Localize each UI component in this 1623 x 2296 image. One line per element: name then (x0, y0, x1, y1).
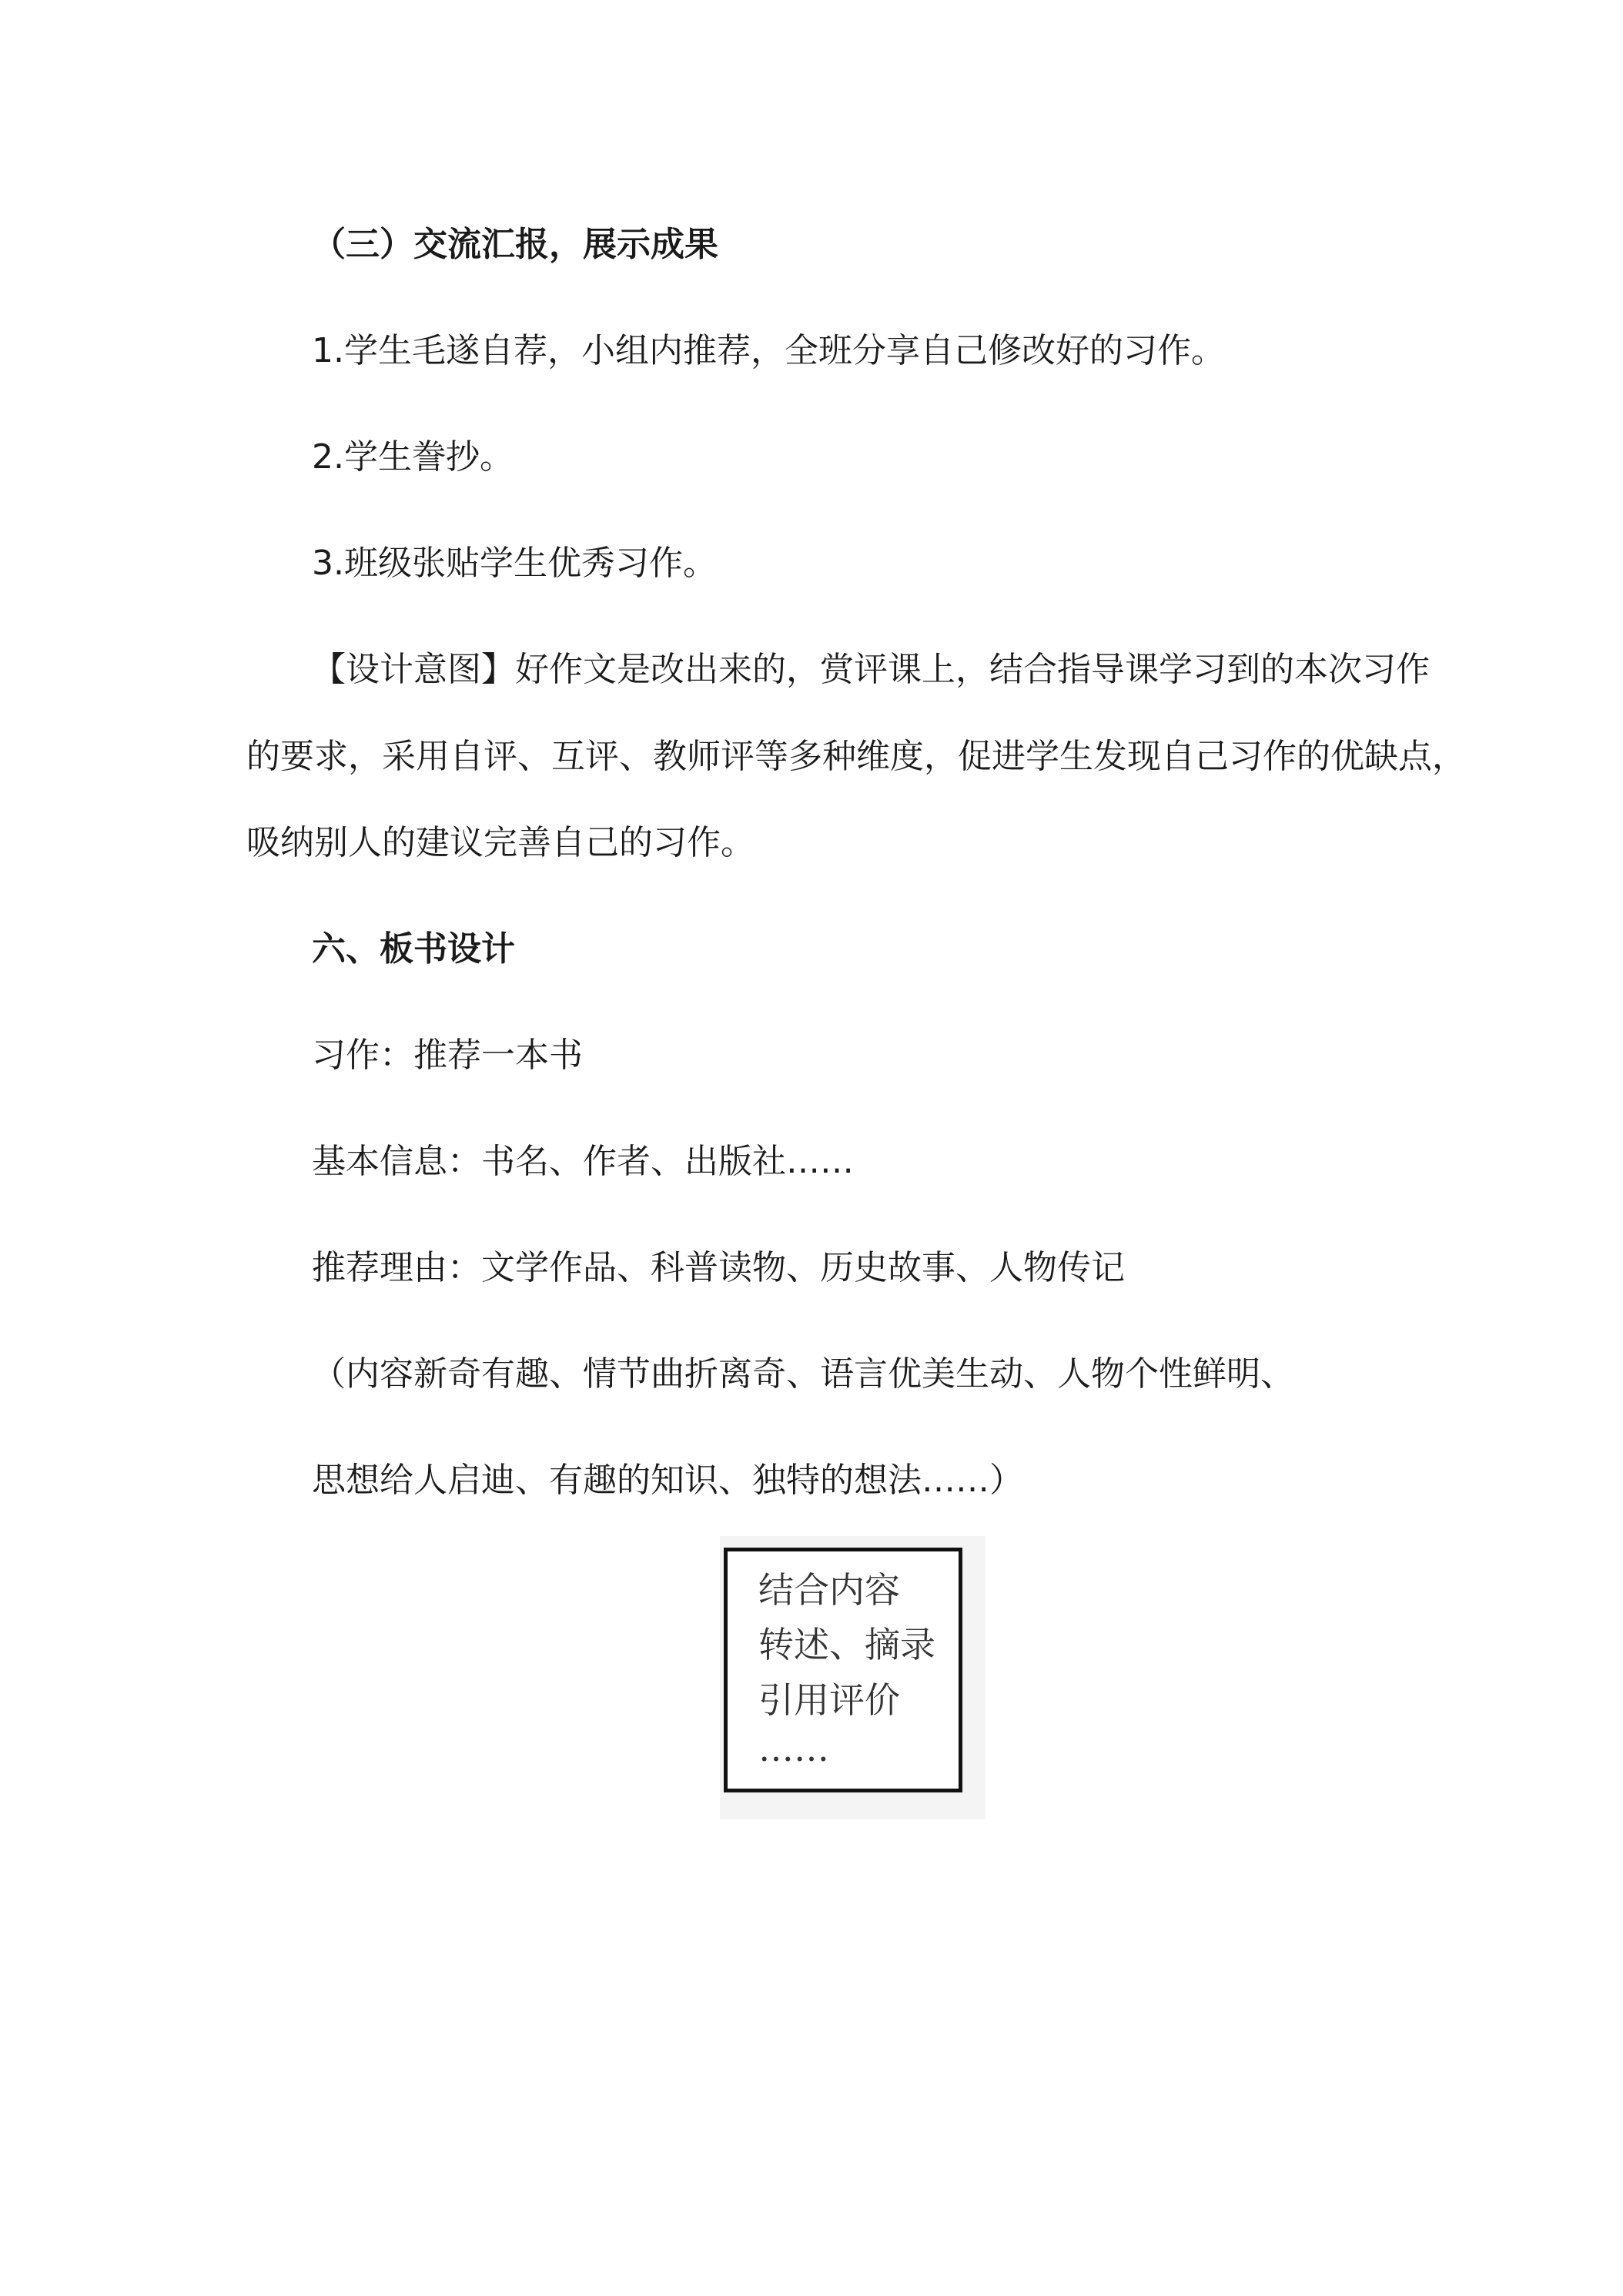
list-item: 3.班级张贴学生优秀习作。 (312, 544, 717, 583)
box-line: 引用评价 (758, 1679, 900, 1721)
design-intent-line: 【设计意图】好作文是改出来的，赏评课上，结合指导课学习到的本次习作 (312, 650, 1430, 689)
box-line: 结合内容 (758, 1569, 900, 1611)
box-line: 转述、摘录 (758, 1624, 935, 1665)
section-heading: （三）交流汇报，展示成果 (312, 225, 718, 264)
board-reasons: 推荐理由：文学作品、科普读物、历史故事、人物传记 (312, 1248, 1125, 1287)
board-title: 习作：推荐一本书 (312, 1036, 583, 1075)
board-reasons-detail: （内容新奇有趣、情节曲折离奇、语言优美生动、人物个性鲜明、 (312, 1354, 1294, 1394)
list-item: 1.学生毛遂自荐，小组内推荐，全班分享自己修改好的习作。 (312, 331, 1225, 370)
box-line: …… (758, 1728, 829, 1769)
board-reasons-detail: 思想给人启迪、有趣的知识、独特的想法……） (312, 1461, 1023, 1500)
board-basic-info: 基本信息：书名、作者、出版社…… (312, 1142, 854, 1181)
list-item: 2.学生誊抄。 (312, 437, 514, 477)
method-box (724, 1548, 962, 1792)
design-intent-line: 的要求，采用自评、互评、教师评等多种维度，促进学生发现自己习作的优缺点， (246, 737, 1466, 776)
board-design-heading: 六、板书设计 (312, 929, 515, 969)
design-intent-line: 吸纳别人的建议完善自己的习作。 (246, 823, 755, 862)
